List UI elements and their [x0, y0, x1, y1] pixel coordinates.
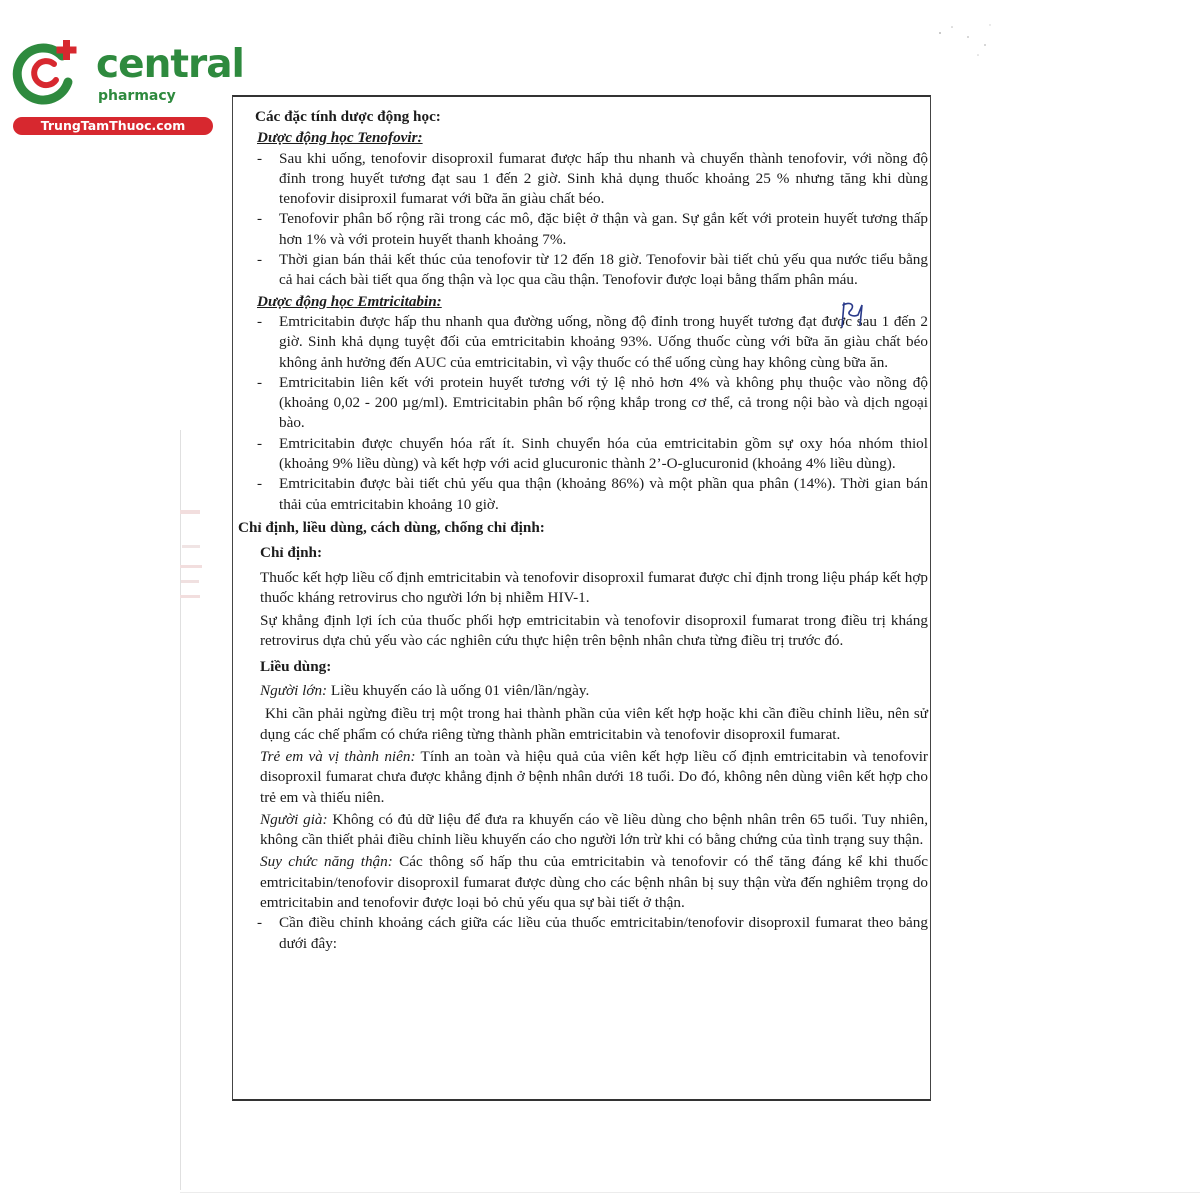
child-text: Tính an toàn và hiệu quả của viên kết hợp liều cố định emtricitabin và tenofovir disoproxil fumarat chưa được khẳng định ở bệnh nhân dưới 18 tuổi. Do đó, không nên dùng viên kết hợp cho trẻ em và thiếu niên. — [260, 747, 928, 806]
list-item: - Tenofovir phân bố rộng rãi trong các mô, đặc biệt ở thận và gan. Sự gắn kết với protein huyết tương thấp hơn 1% và với protein huyết thanh khoảng 7%. — [279, 209, 928, 250]
tenofovir-subheading: Dược động học Tenofovir: — [257, 129, 423, 147]
indication-paragraph: Sự khẳng định lợi ích của thuốc phối hợp emtricitabin và tenofovir disoproxil fumarat trong điều trị kháng retrovirus dựa chủ yếu vào các nghiên cứu thực hiện trên bệnh nhân chưa từng điều trị trước đó. — [260, 612, 928, 650]
adult-text: Liều khuyến cáo là uống 01 viên/lần/ngày. — [327, 682, 590, 700]
indication-section-heading: Chỉ định, liều dùng, cách dùng, chống chỉ định: — [238, 518, 545, 536]
scan-bottom-line — [180, 1192, 1200, 1193]
list-item: - Cần điều chỉnh khoảng cách giữa các liều của thuốc emtricitabin/tenofovir disoproxil fumarat theo bảng dưới đây: — [279, 913, 928, 954]
scan-specks — [930, 15, 1010, 65]
central-pharmacy-logo[interactable] — [10, 38, 244, 138]
indication-paragraph: Thuốc kết hợp liều cố định emtricitabin và tenofovir disoproxil fumarat được chỉ định trong liệu pháp kết hợp thuốc kháng retrovirus cho người lớn bị nhiễm HIV-1. — [260, 568, 928, 606]
bleed-through-marks — [178, 500, 208, 640]
logo-site-link[interactable]: TrungTamThuoc.com — [13, 117, 213, 135]
logo-brand: central — [96, 42, 244, 87]
emtricitabin-subheading: Dược động học Emtricitabin: — [257, 292, 442, 310]
dosage-stop: Khi cần phải ngừng điều trị một trong hai thành phần của viên kết hợp hoặc khi cần điều chỉnh liều, nên sử dụng các chế phẩm có chứa riêng từng thành phần emtricitabin và tenofovir disoproxil fumarat. — [260, 705, 928, 743]
dosage-subheading: Liều dùng: — [260, 657, 332, 675]
dosage-elderly — [238, 810, 928, 851]
indication-subheading: Chỉ định: — [260, 544, 323, 562]
tenofovir-list — [238, 149, 928, 291]
elderly-text: Không có đủ dữ liệu để đưa ra khuyến cáo về liều dùng cho bệnh nhân trên 65 tuổi. Tuy nhiên, không cần thiết phải điều chỉnh liều khuyến cáo cho người lớn trừ khi có bằng chứng của tình trạng suy thận. — [260, 810, 929, 849]
renal-text: Các thông số hấp thu của emtricitabin và tenofovir có thể tăng đáng kể khi thuốc emtricitabin/tenofovir disoproxil fumarat được dùng cho các bệnh nhân bị suy thận vừa đến nghiêm trọng do emtricitabin and tenofovir được loại bỏ chủ yếu qua sự bài tiết ở thận. — [260, 853, 928, 911]
elderly-label: Người già: — [260, 810, 328, 828]
dosage-adult — [238, 681, 928, 701]
pharmacokinetics-heading: Các đặc tính dược động học: — [255, 108, 441, 125]
adult-label: Người lớn: — [260, 682, 328, 700]
document-content — [238, 107, 928, 954]
logo-sub: pharmacy — [98, 88, 176, 104]
list-item: - Thời gian bán thải kết thúc của tenofovir từ 12 đến 18 giờ. Tenofovir bài tiết chủ yếu qua nước tiểu bằng cả hai cách bài tiết qua ống thận và lọc qua cầu thận. Tenofovir được loại bằng thẩm phân máu. — [279, 250, 928, 291]
list-item: - Emtricitabin liên kết với protein huyết tương với tỷ lệ nhỏ hơn 4% và không phụ thuộc vào nồng độ (khoảng 0,02 - 200 µg/ml). Emtricitabin phân bố rộng khắp trong cơ thể, cả trong nội bào và dịch ngoại bào. — [279, 373, 928, 434]
pharmacy-cross-icon — [10, 38, 80, 108]
dosage-renal — [238, 852, 928, 913]
renal-list — [238, 913, 928, 954]
document-page — [232, 95, 931, 1101]
dosage-child — [238, 747, 928, 808]
list-item: - Emtricitabin được bài tiết chủ yếu qua thận (khoảng 86%) và một phần qua phân (14%). Thời gian bán thải của emtricitabin khoảng 10 giờ. — [279, 474, 928, 515]
list-item: - Sau khi uống, tenofovir disoproxil fumarat được hấp thu nhanh và chuyển thành tenofovir, với nồng độ đỉnh trong huyết tương đạt sau 1 đến 2 giờ. Sinh khả dụng thuốc khoảng 25 % nhưng tăng khi dùng tenofovir disiproxil fumarat với bữa ăn giàu chất béo. — [279, 149, 928, 210]
handwritten-initial — [836, 297, 872, 333]
list-item: - Emtricitabin được hấp thu nhanh qua đường uống, nồng độ đỉnh trong huyết tương đạt được sau 1 đến 2 giờ. Sinh khả dụng tuyệt đối của emtricitabin khoảng 93%. Uống thuốc cùng với bữa ăn giàu chất béo không ảnh hưởng đến AUC của emtricitabin, vì vậy thuốc có thể uống cùng hay không cùng bữa ăn. — [279, 312, 928, 373]
list-item: - Emtricitabin được chuyển hóa rất ít. Sinh chuyển hóa của emtricitabin gồm sự oxy hóa nhóm thiol (khoảng 9% liều dùng) và kết hợp với acid glucuronic thành 2’-O-glucuronid (khoảng 4% liều dùng). — [279, 434, 928, 475]
renal-label: Suy chức năng thận: — [260, 853, 393, 871]
child-label: Trẻ em và vị thành niên: — [260, 747, 416, 765]
emtricitabin-list — [238, 312, 928, 515]
